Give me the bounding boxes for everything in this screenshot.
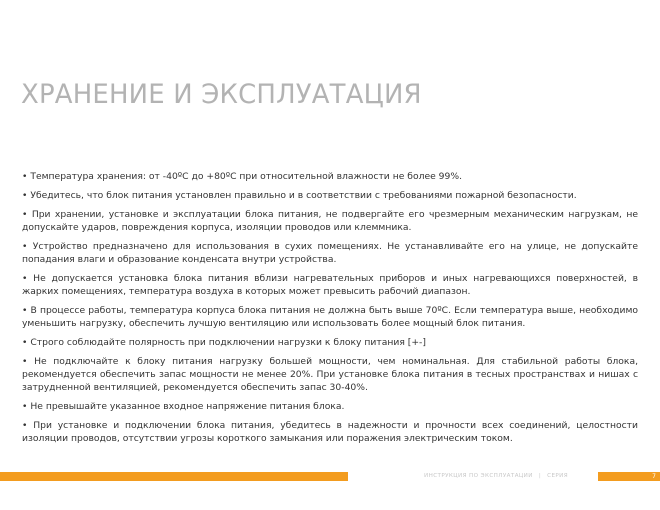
- footer-separator: |: [538, 473, 542, 479]
- list-item: [22, 208, 638, 234]
- list-item: [22, 419, 638, 445]
- footer-doc-label: [424, 472, 568, 481]
- list-item-text: Убедитесь, что блок питания установлен правильно и в соответствии с требованиями пожарной безопасности.: [30, 190, 577, 201]
- bullet-symbol: •: [22, 305, 28, 316]
- list-item-text: Не превышайте указанное входное напряжение питания блока.: [30, 401, 345, 412]
- page-title: ХРАНЕНИЕ И ЭКСПЛУАТАЦИЯ: [21, 79, 422, 110]
- list-item: [22, 240, 638, 266]
- list-item: [22, 336, 638, 349]
- list-item: [22, 400, 638, 413]
- list-item-text: Не допускается установка блока питания вблизи нагревательных приборов и иных нагревающихся поверхностей, в жарких помещениях, температура воздуха в которых может превысить рабочий диапазон.: [22, 273, 638, 297]
- list-item-text: В процессе работы, температура корпуса блока питания не должна быть выше 70ºС. Если температура выше, необходимо уменьшить нагрузку, обеспечить лучшую вентиляцию или использовать более мощный блок питания.: [22, 305, 639, 329]
- list-item: [22, 304, 638, 330]
- bullet-symbol: •: [22, 171, 28, 182]
- footer-series-label: СЕРИЯ: [547, 473, 569, 479]
- list-item: [22, 189, 638, 202]
- list-item-text: Устройство предназначено для использования в сухих помещениях. Не устанавливайте его на улице, не допускайте попадания влаги и образование конденсата внутри устройства.: [22, 241, 638, 265]
- bullet-symbol: •: [22, 241, 28, 252]
- instruction-list: [22, 170, 638, 451]
- list-item: [22, 170, 638, 183]
- bullet-symbol: •: [22, 420, 28, 431]
- bullet-symbol: •: [22, 209, 28, 220]
- bullet-symbol: •: [22, 273, 28, 284]
- list-item-text: Не подключайте к блоку питания нагрузку большей мощности, чем номинальная. Для стабильной работы блока, рекомендуется обеспечить запас мощности не менее 20%. При установке блока питания в тесных пространствах и нишах с затрудненной вентиляцией, рекомендуется обеспечить запас 30-40%.: [22, 356, 638, 393]
- list-item-text: При установке и подключении блока питания, убедитесь в надежности и прочности всех соединений, целостности изоляции проводов, отсутствии угрозы короткого замыкания или поражения электрическим током.: [22, 420, 638, 444]
- footer-accent-bar: [0, 472, 348, 481]
- list-item: [22, 355, 638, 394]
- list-item-text: При хранении, установке и эксплуатации блока питания, не подвергайте его чрезмерным механическим нагрузкам, не допускайте ударов, повреждения корпуса, изоляции проводов или клеммника.: [22, 209, 639, 233]
- footer-doc-title: ИНСТРУКЦИЯ ПО ЭКСПЛУАТАЦИИ: [424, 473, 533, 479]
- list-item: [22, 272, 638, 298]
- bullet-symbol: •: [22, 337, 28, 348]
- page-number: 7: [652, 473, 656, 480]
- bullet-symbol: •: [22, 356, 28, 367]
- list-item-text: Строго соблюдайте полярность при подключении нагрузки к блоку питания [+-]: [30, 337, 426, 348]
- bullet-symbol: •: [22, 401, 28, 412]
- list-item-text: Температура хранения: от -40ºС до +80ºС при относительной влажности не более 99%.: [30, 171, 463, 182]
- bullet-symbol: •: [22, 190, 28, 201]
